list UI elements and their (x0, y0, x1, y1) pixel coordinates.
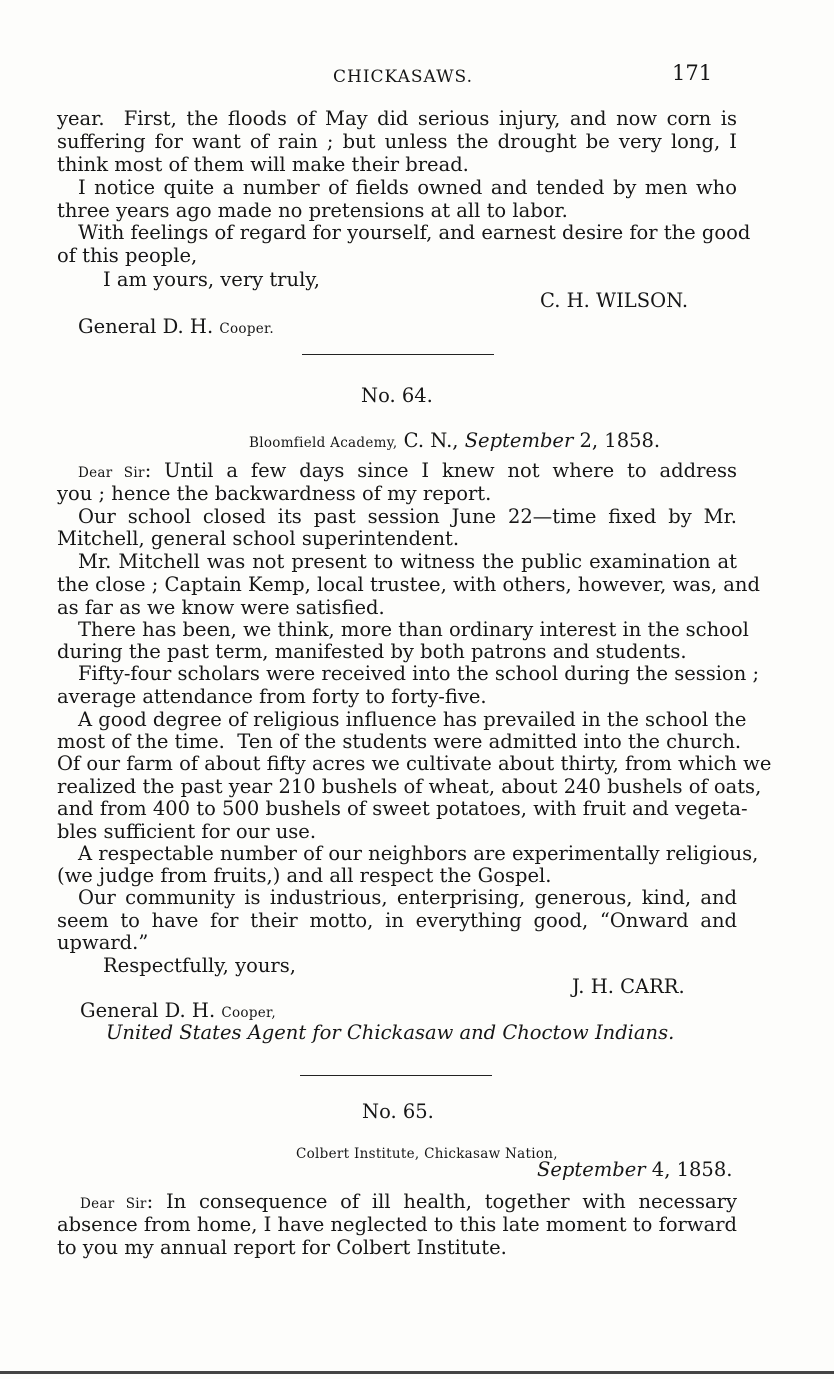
text-line: during the past term, manifested by both patrons and students. (57, 640, 687, 663)
text-line: There has been, we think, more than ordinary interest in the school (78, 618, 749, 641)
text-line: most of the time. Ten of the students were admitted into the church. (57, 730, 742, 753)
text-line: to you my annual report for Colbert Institute. (57, 1236, 507, 1259)
text-line: A good degree of religious influence has prevailed in the school the (78, 708, 747, 731)
text-line: upward.” (57, 931, 149, 954)
signature: C. H. WILSON. (540, 289, 689, 312)
text-line: of this people, (57, 244, 198, 267)
section-divider (300, 1075, 492, 1076)
text-line: Of our farm of about fifty acres we cultivate about thirty, from which we (57, 752, 772, 775)
addressee: General D. H. Cooper. (78, 315, 274, 338)
salutation-line: Dear Sir: Until a few days since I knew not where to address (78, 459, 737, 482)
text-line: average attendance from forty to forty-five. (57, 685, 487, 708)
salutation-line: Dear Sir: In consequence of ill health, together with necessary (80, 1190, 737, 1213)
text-line: Our community is industrious, enterprising, generous, kind, and (78, 886, 737, 909)
text-line: (we judge from fruits,) and all respect the Gospel. (57, 864, 552, 887)
page-number: 171 (672, 61, 713, 85)
text-line: With feelings of regard for yourself, and earnest desire for the good (78, 221, 751, 244)
text-line: bles sufficient for our use. (57, 820, 317, 843)
text-line: as far as we know were satisfied. (57, 596, 385, 619)
addressee: General D. H. Cooper, (80, 999, 276, 1022)
letter-number: No. 65. (362, 1100, 434, 1123)
text-line: suffering for want of rain ; but unless the drought be very long, I (57, 130, 737, 153)
page-bottom-edge (0, 1371, 834, 1374)
text-line: absence from home, I have neglected to this late moment to forward (57, 1213, 737, 1236)
signature: J. H. CARR. (572, 975, 685, 998)
dateline-date: September 4, 1858. (537, 1158, 733, 1181)
text-line: A respectable number of our neighbors are experimentally religious, (78, 842, 759, 865)
dateline: Bloomfield Academy, C. N., September 2, 1858. (249, 429, 661, 452)
section-divider (302, 354, 494, 355)
text-line: you ; hence the backwardness of my report. (57, 482, 492, 505)
text-line: Mitchell, general school superintendent. (57, 527, 460, 550)
closing: I am yours, very truly, (103, 268, 320, 291)
text-line: Mr. Mitchell was not present to witness the public examination at (78, 550, 737, 573)
text-line: think most of them will make their bread. (57, 153, 469, 176)
text-line: three years ago made no pretensions at all to labor. (57, 199, 568, 222)
addressee-title: United States Agent for Chickasaw and Choctow Indians. (106, 1021, 675, 1044)
text-line: seem to have for their motto, in everything good, “Onward and (57, 909, 737, 932)
text-line: Our school closed its past session June 22—time fixed by Mr. (78, 505, 737, 528)
letter-number: No. 64. (361, 384, 433, 407)
dateline-place: Colbert Institute, Chickasaw Nation, (296, 1146, 558, 1162)
text-line: Fifty-four scholars were received into the school during the session ; (78, 662, 760, 685)
text-line: the close ; Captain Kemp, local trustee, with others, however, was, and (57, 573, 760, 596)
closing: Respectfully, yours, (103, 954, 296, 977)
text-line: realized the past year 210 bushels of wheat, about 240 bushels of oats, (57, 775, 762, 798)
text-line: and from 400 to 500 bushels of sweet potatoes, with fruit and vegeta- (57, 797, 748, 820)
text-line: I notice quite a number of fields owned and tended by men who (78, 176, 737, 199)
running-title: CHICKASAWS. (333, 67, 473, 87)
text-line: year. First, the floods of May did serious injury, and now corn is (57, 107, 737, 130)
